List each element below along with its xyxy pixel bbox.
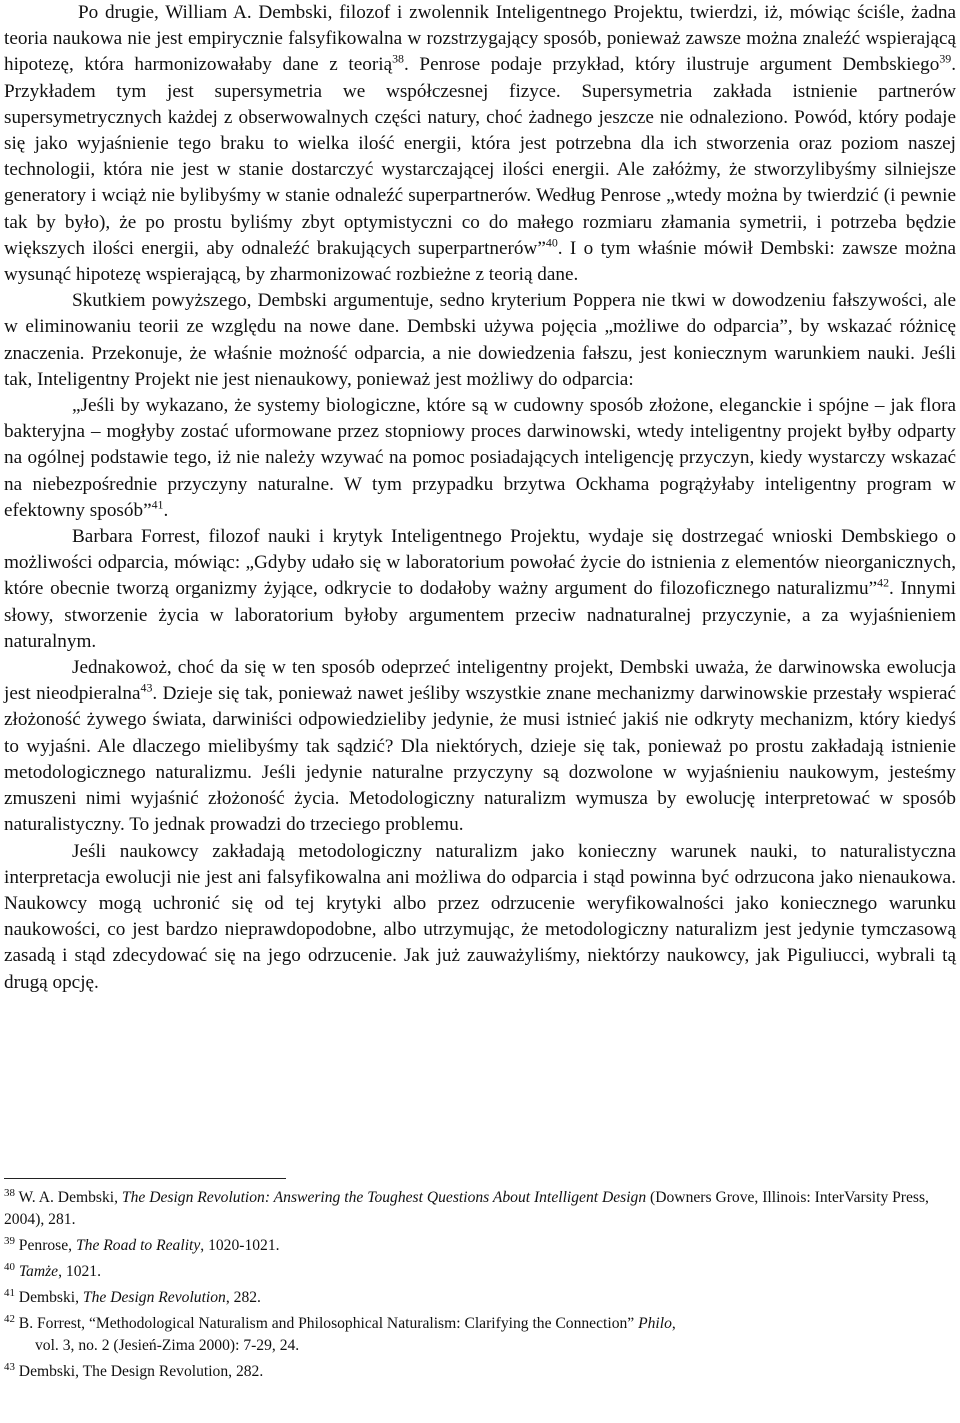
italic-title: Tamże (18, 1263, 59, 1280)
footnote-number: 42 (4, 1312, 15, 1325)
footnote-ref: 43 (140, 680, 153, 695)
text-run: W. A. Dembski, (14, 1189, 122, 1206)
footnote (4, 1187, 956, 1231)
footnote (4, 1287, 956, 1309)
body-text (4, 0, 956, 996)
footnotes-section (4, 1178, 956, 1387)
text-run: B. Forrest, “Methodological Naturalism and Philosophical Naturalism: Clarifying the Connection” (14, 1315, 639, 1332)
footnote-continuation: vol. 3, no. 2 (Jesień-Zima 2000): 7-29, 24. (35, 1337, 300, 1354)
footnote-ref: 39 (939, 52, 952, 67)
italic-title: Philo (638, 1315, 672, 1332)
footnote (4, 1261, 956, 1283)
paragraph (4, 524, 956, 655)
text-run: Jeśli naukowcy zakładają metodologiczny naturalizm jako konieczny warunek nauki, to naturalistyczna interpretacja ewolucji nie jest ani falsyfikowalna ani możliwa do odparcia i stąd powinna być odrzucona jako nienaukowa. Naukowcy mogą uchronić się od tej krytyki albo przez odrzucenie weryfikowalności jako koniecznego warunku naukowości, co jest bardzo nieprawdopodobne, albo utrzymując, że metodologiczny naturalizm jest jedynie tymczasową zasadą i stąd zdecydować się na jego odrzucenie. Jak już zauważyliśmy, niektórzy naukowcy, jak Piguliucci, wybrali tą drugą opcję. (4, 840, 956, 993)
paragraph (4, 839, 956, 996)
text-run: (Downers Grove, Illinois: InterVarsity Press, 2004), 281. (4, 1189, 929, 1228)
footnote (4, 1235, 956, 1257)
paragraph (4, 288, 956, 393)
block-quote-paragraph (4, 393, 956, 524)
footnote (4, 1313, 956, 1357)
text-run: . (163, 499, 169, 521)
footnote-ref: 40 (545, 235, 558, 250)
paragraph (4, 655, 956, 838)
text-run: . Dzieje się tak, ponieważ nawet jeśliby wszystkie znane mechanizmy darwinowskie przestały wspierać złożoność żywego świata, darwiniści odpowiedzieliby jedynie, że musi istnieć jakiś nie odkryty mechanizm, który kiedyś to wyjaśni. Ale dlaczego mielibyśmy tak sądzić? Dla niektórych, dzieje się tak, ponieważ po prostu zakładają istnienie metodologicznego naturalizmu. Jeśli jedynie naturalne przyczyny są dozwolone w wyjaśnieniu naukowym, jesteśmy zmuszeni nimi wyjaśnić złożoność życia. Metodologiczny naturalizm wymusza by ewolucję interpretować w sposób naturalistyczny. To jednak prowadzi do trzeciego problemu. (4, 683, 956, 836)
text-run: Dembski, (14, 1289, 83, 1306)
text-run: , (671, 1315, 676, 1332)
footnote-number: 38 (4, 1186, 15, 1199)
footnote-number: 43 (4, 1360, 15, 1373)
paragraph (4, 0, 956, 288)
text-run: „Jeśli by wykazano, że systemy biologiczne, które są w cudowny sposób złożone, eleganckie i spójne – jak flora bakteryjna – mogłyby zostać uformowane przez stopniowy proces darwinowski, wtedy inteligentny projekt byłby odparty na ogólnej podstawie tego, iż nie należy wzywać na pomoc posiadających inteligencję przyczyn, kiedy wystarczy wskazać na niebezpośrednie przyczyny naturalne. W tym przypadku brzytwa Ockhama pogrążyłaby inteligentny program w efektowny sposób” (4, 395, 956, 521)
footnote-number: 41 (4, 1286, 15, 1299)
italic-title: The Road to Reality (75, 1237, 201, 1254)
footnote-number: 40 (4, 1260, 15, 1273)
footnote-ref: 41 (151, 497, 164, 512)
text-run: . Penrose podaje przykład, który ilustruje argument Dembskiego (404, 54, 940, 76)
text-run: , 282. (225, 1289, 261, 1306)
footnote-separator (4, 1178, 286, 1179)
text-run: Penrose, (14, 1237, 76, 1254)
text-run: . Innymi słowy, stworzenie życia w laboratorium byłoby argumentem przeciw nadnaturalnej przyczynie, a za wyjaśnieniem naturalnym. (4, 578, 956, 652)
text-run: Jednakowoż, choć da się w ten sposób odeprzeć inteligentny projekt, Dembski uważa, że darwinowska ewolucja jest nieodpieralna (4, 657, 956, 705)
footnote-ref: 42 (877, 576, 890, 591)
footnote-ref: 38 (392, 52, 404, 67)
text-run: . I o tym właśnie mówił Dembski: zawsze można wysunąć hipotezę wspierającą, by zharmonizować rozbieżne z teorią dane. (4, 237, 956, 286)
footnote (4, 1361, 956, 1383)
text-run: Po drugie, William A. Dembski, filozof i zwolennik Inteligentnego Projektu, twierdzi, iż, mówiąc ściśle, żadna teoria naukowa nie jest empirycznie falsyfikowalna w rozstrzygający sposób, ponieważ zawsze można znaleźć wspierającą hipotezę, która harmonizowałaby dane z teorią (4, 2, 956, 76)
italic-title: The Design Revolution: Answering the Toughest Questions About Intelligent Design (121, 1189, 647, 1206)
text-run: , 1021. (58, 1263, 101, 1280)
footnote-number: 39 (4, 1234, 15, 1247)
text-run: Skutkiem powyższego, Dembski argumentuje, sedno kryterium Poppera nie tkwi w dowodzeniu fałszywości, ale w eliminowaniu teorii ze względu na nowe dane. Dembski używa pojęcia „możliwe do odparcia”, by wskazać różnicę znaczenia. Przekonuje, że właśnie możność odparcia, a nie dowiedzenia fałszu, jest koniecznym warunkiem nauki. Jeśli tak, Inteligentny Projekt nie jest nienaukowy, ponieważ jest możliwy do odparcia: (4, 290, 956, 390)
italic-title: The Design Revolution (82, 1289, 226, 1306)
text-run: Barbara Forrest, filozof nauki i krytyk Inteligentnego Projektu, wydaje się dostrzegać wnioski Dembskiego o możliwości odparcia, mówiąc: „Gdyby udało się w laboratorium powołać życie do istnienia z elementów nieorganicznych, które obecnie tworzą organizmy żyjące, odkrycie to dodałoby ważny argument do filozoficznego naturalizmu” (4, 526, 956, 600)
text-run: , 1020-1021. (200, 1237, 280, 1254)
text-run: Dembski, The Design Revolution, 282. (14, 1363, 264, 1380)
text-run: . Przykładem tym jest supersymetria we współczesnej fizyce. Supersymetria zakłada istnienie partnerów supersymetrycznych każdej z obserwowalnych części natury, choć żadnego jeszcze nie odnaleziono. Powód, który podaje się jako wyjaśnienie tego braku to wielka ilość energii, która jest potrzebna dla ich stworzenia oraz poziom naszej technologii, która nie jest w stanie dostarczyć wystarczającej ilości energii. Ale załóżmy, że stworzylibyśmy silniejsze generatory i wciąż nie bylibyśmy w stanie odnaleźć superpartnerów. Według Penrose „wtedy można by twierdzić (i pewnie tak by było), że po prostu byliśmy zbyt optymistyczni co do małego rozmiaru złamania symetrii, i potrzeba będzie większych ilości energii, aby odnaleźć brakujących superpartnerów” (4, 54, 956, 259)
